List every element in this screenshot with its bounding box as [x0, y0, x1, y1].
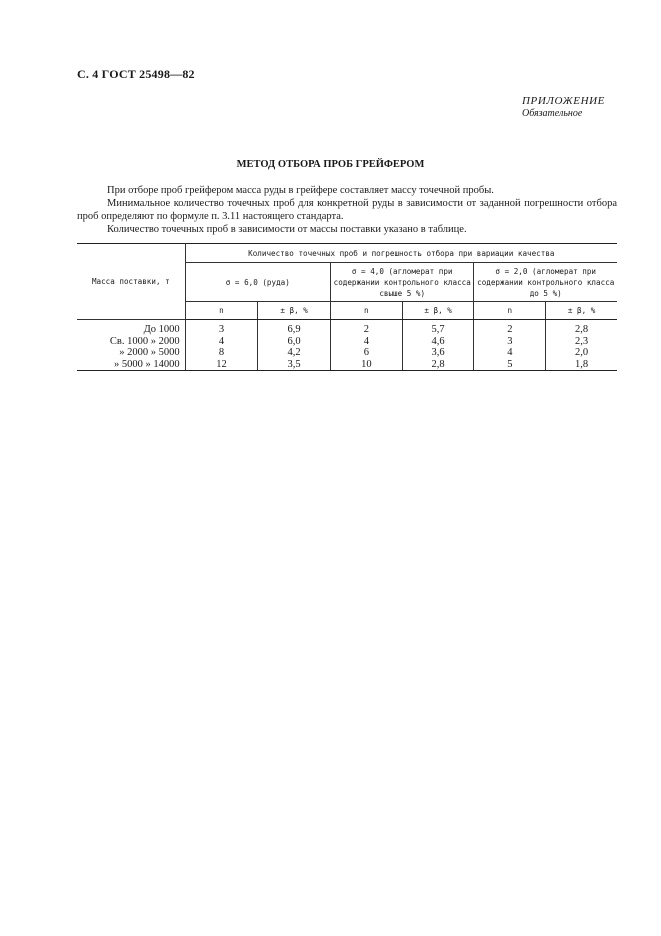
value-cell: 8	[185, 347, 258, 359]
mass-cell: » 5000 » 14000	[77, 359, 185, 371]
table-row	[77, 359, 617, 371]
value-cell: 4	[474, 347, 546, 359]
value-cell: 3,6	[402, 347, 474, 359]
sigma-header: σ = 6,0 (руда)	[185, 263, 330, 302]
value-cell: 2,0	[546, 347, 617, 359]
value-cell: 5	[474, 359, 546, 371]
value-cell: 6,0	[258, 336, 331, 348]
value-cell: 4	[185, 336, 258, 348]
value-cell: 4,2	[258, 347, 331, 359]
appendix-title: ПРИЛОЖЕНИЕ	[522, 95, 605, 107]
section-title: МЕТОД ОТБОРА ПРОБ ГРЕЙФЕРОМ	[236, 159, 425, 170]
value-cell: 2	[330, 320, 402, 336]
sub-header: n	[185, 302, 258, 320]
mass-cell: До 1000	[143, 324, 180, 335]
sampling-table	[77, 243, 617, 371]
table-row	[77, 347, 617, 359]
paragraph: Количество точечных проб в зависимости от массы поставки указано в таблице.	[107, 224, 467, 235]
value-cell: 4	[330, 336, 402, 348]
value-cell: 3	[185, 320, 258, 336]
mass-cell: Св. 1000 » 2000	[109, 335, 180, 347]
sub-header: ± β, %	[402, 302, 474, 320]
value-cell: 4,6	[402, 336, 474, 348]
value-cell: 3,5	[258, 359, 331, 371]
table-row	[77, 320, 617, 336]
paragraph: При отборе проб грейфером масса руды в грейфере составляет массу точечной пробы.	[107, 185, 494, 196]
table-row	[77, 336, 617, 348]
paragraph: Минимальное количество точечных проб для конкретной руды в зависимости от заданной погрешности отбора проб определяют по формуле п. 3.11 настоящего стандарта.	[77, 198, 617, 222]
value-cell: 2	[474, 320, 546, 336]
sigma-header: σ = 4,0 (агломерат при содержании контрольного класса свыше 5 %)	[330, 263, 474, 302]
page-header: С. 4 ГОСТ 25498—82	[77, 67, 195, 81]
mass-header: Масса поставки, т	[77, 244, 185, 320]
value-cell: 3	[474, 336, 546, 348]
group-header: Количество точечных проб и погрешность отбора при вариации качества	[185, 244, 617, 263]
value-cell: 6,9	[258, 320, 331, 336]
sigma-header: σ = 2,0 (агломерат при содержании контрольного класса до 5 %)	[474, 263, 617, 302]
sub-header: n	[474, 302, 546, 320]
appendix-status: Обязательное	[522, 108, 583, 119]
sub-header: n	[330, 302, 402, 320]
sub-header: ± β, %	[546, 302, 617, 320]
value-cell: 2,3	[546, 336, 617, 348]
sub-header: ± β, %	[258, 302, 331, 320]
value-cell: 12	[185, 359, 258, 371]
value-cell: 2,8	[402, 359, 474, 371]
body-text	[77, 184, 617, 236]
mass-cell: » 2000 » 5000	[119, 347, 180, 358]
value-cell: 10	[330, 359, 402, 371]
value-cell: 6	[330, 347, 402, 359]
value-cell: 1,8	[546, 359, 617, 371]
value-cell: 5,7	[402, 320, 474, 336]
value-cell: 2,8	[546, 320, 617, 336]
